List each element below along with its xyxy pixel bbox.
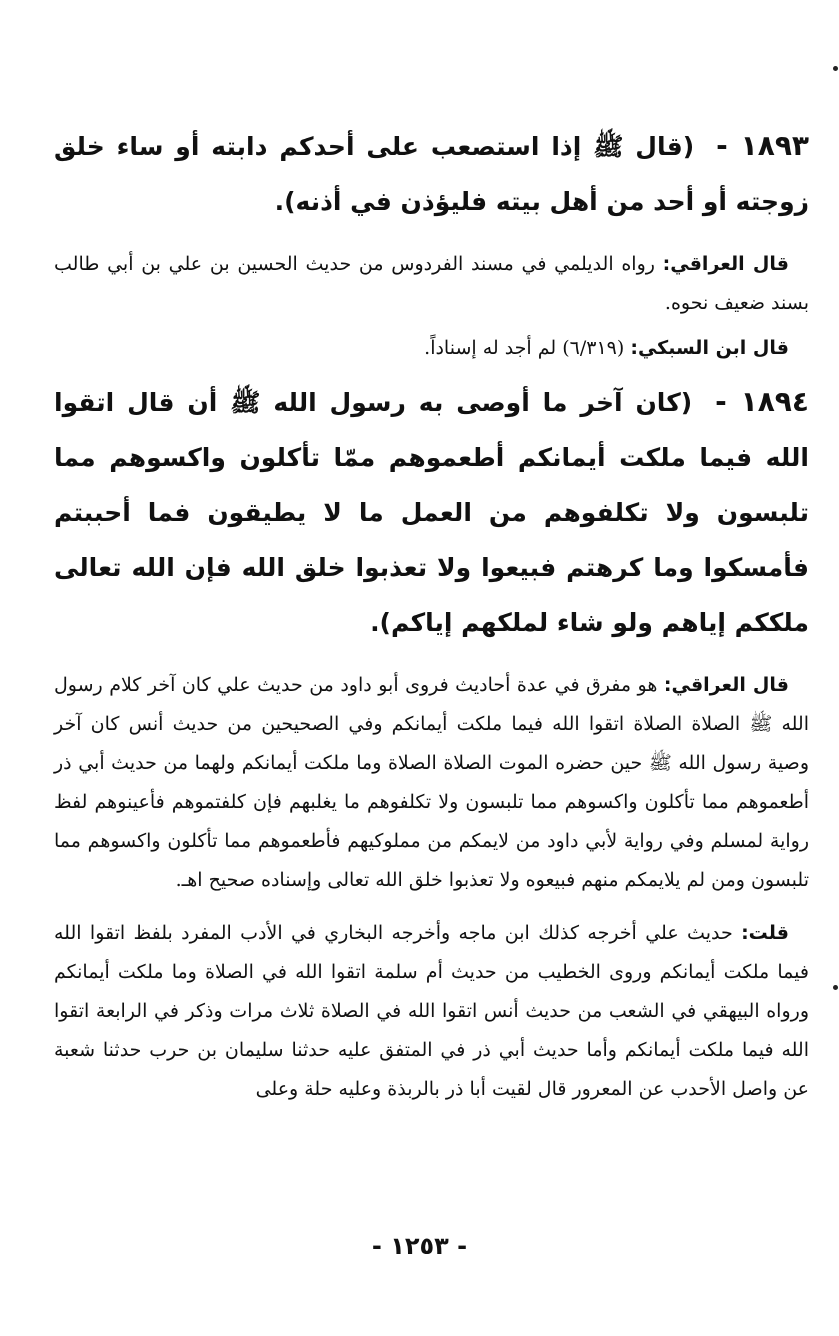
note-iraqi-1 — [54, 245, 809, 323]
margin-mark-top — [833, 66, 838, 71]
hadith-text: (كان آخر ما أوصى به رسول الله ﷺ أن قال اتقوا الله فيما ملكت أيمانكم أطعموهم ممّا تأكلون واكسوهم مما تلبسون ولا تكلفوهم من العمل ما لا يطيقون فما أحببتم فأمسكوا وما كرهتم فبيعوا ولا تعذبوا خلق الله فإن الله تعالى ملككم إياهم ولو شاء لملكهم إياكم). — [54, 388, 809, 637]
note-lead: قال العراقي: — [662, 253, 789, 275]
hadith-text: (قال ﷺ إذا استصعب على أحدكم دابته أو ساء خلق زوجته أو أحد من أهل بيته فليؤذن في أذنه). — [54, 132, 809, 216]
note-lead: قال ابن السبكي: — [630, 337, 789, 359]
hadith-number: ١٨٩٣ - — [716, 129, 809, 162]
note-lead: قلت: — [741, 922, 789, 944]
hadith-1893 — [54, 118, 809, 229]
note-text: (٦/٣١٩) لم أجد له إسناداً. — [424, 337, 625, 359]
note-subki — [54, 329, 809, 368]
hadith-number: ١٨٩٤ - — [715, 385, 809, 418]
page-number: - ١٢٥٣ - — [371, 1232, 468, 1260]
note-text: رواه الديلمي في مسند الفردوس من حديث الحسين بن علي بن أبي طالب بسند ضعيف نحوه. — [54, 253, 809, 314]
page-body — [54, 118, 809, 1115]
margin-mark-middle — [833, 985, 838, 990]
note-qultu — [54, 914, 809, 1109]
note-text: هو مفرق في عدة أحاديث فروى أبو داود من حديث علي كان آخر كلام رسول الله ﷺ الصلاة الصلاة اتقوا الله فيما ملكت أيمانكم وفي الصحيحين من حديث أنس كان آخر وصية رسول الله ﷺ حين حضره الموت الصلاة الصلاة وما ملكت أيمانكم ولهما من حديث أبي ذر أطعموهم مما تأكلون واكسوهم مما تلبسون ولا تكلفوهم ما يغلبهم فإن كلفتموهم فأعينوهم لفظ رواية لمسلم وفي رواية لأبي داود من لايمكم من مملوكيهم فأطعموهم مما تأكلون واكسوهم مما تلبسون ومن لم يلايمكم منهم فبيعوه ولا تعذبوا خلق الله تعالى وإسناده صحيح اهـ. — [54, 674, 809, 891]
hadith-1894 — [54, 374, 809, 650]
note-iraqi-2 — [54, 666, 809, 900]
note-lead: قال العراقي: — [663, 674, 789, 696]
note-text: حديث علي أخرجه كذلك ابن ماجه وأخرجه البخاري في الأدب المفرد بلفظ اتقوا الله فيما ملكت أيمانكم وروى الخطيب من حديث أم سلمة اتقوا الله في الصلاة وما ملكت أيمانكم ورواه البيهقي في الشعب من حديث أنس اتقوا الله في الصلاة ثلاث مرات وذكر في الرابعة اتقوا الله فيما ملكت أيمانكم وأما حديث أبي ذر في المتفق عليه حدثنا سليمان بن حرب حدثنا شعبة عن واصل الأحدب عن المعرور قال لقيت أبا ذر بالربذة وعليه حلة وعلى — [54, 922, 809, 1100]
